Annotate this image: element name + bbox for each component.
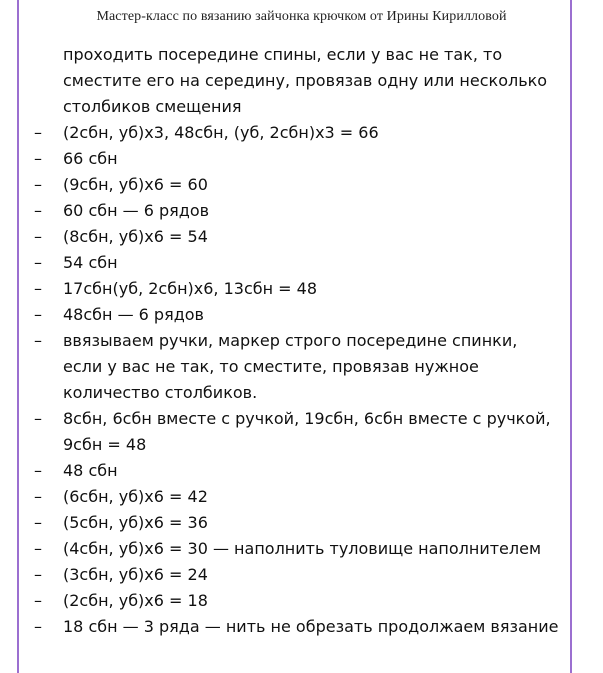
list-dash: – [34, 591, 42, 610]
list-dash: – [34, 617, 42, 636]
instruction-text: 9сбн = 48 [63, 435, 147, 454]
instruction-line [34, 406, 574, 432]
instruction-text: 18 сбн — 3 ряда — нить не обрезать продолжаем вязание [63, 617, 559, 636]
instruction-text: (2сбн, уб)х3, 48сбн, (уб, 2сбн)х3 = 66 [63, 123, 379, 142]
instruction-text: если у вас не так, то сместите, провязав нужное [63, 357, 479, 376]
instruction-text: проходить посередине спины, если у вас не так, то [63, 45, 503, 64]
instruction-line [34, 354, 574, 380]
instruction-line [34, 172, 574, 198]
instructions-list [34, 42, 574, 640]
instruction-text: (3сбн, уб)х6 = 24 [63, 565, 208, 584]
instruction-text: столбиков смещения [63, 97, 242, 116]
instruction-text: (9сбн, уб)х6 = 60 [63, 175, 208, 194]
instruction-line [34, 328, 574, 354]
instruction-line [34, 276, 574, 302]
instruction-text: сместите его на середину, провязав одну или несколько [63, 71, 548, 90]
instruction-text: (6сбн, уб)х6 = 42 [63, 487, 208, 506]
list-dash: – [34, 565, 42, 584]
instruction-text: 17сбн(уб, 2сбн)х6, 13сбн = 48 [63, 279, 318, 298]
instruction-line [34, 302, 574, 328]
instruction-line [34, 68, 574, 94]
instruction-line [34, 94, 574, 120]
instruction-text: 54 сбн [63, 253, 118, 272]
instruction-text: 8сбн, 6сбн вместе с ручкой, 19сбн, 6сбн вместе с ручкой, [63, 409, 551, 428]
list-dash: – [34, 201, 42, 220]
list-dash: – [34, 175, 42, 194]
instruction-text: количество столбиков. [63, 383, 258, 402]
instruction-line [34, 432, 574, 458]
list-dash: – [34, 123, 42, 142]
instruction-text: 66 сбн [63, 149, 118, 168]
instruction-line [34, 120, 574, 146]
instruction-text: (4сбн, уб)х6 = 30 — наполнить туловище наполнителем [63, 539, 542, 558]
instruction-line [34, 380, 574, 406]
instruction-text: (2сбн, уб)х6 = 18 [63, 591, 208, 610]
list-dash: – [34, 227, 42, 246]
instruction-line [34, 198, 574, 224]
instruction-line [34, 484, 574, 510]
instruction-text: (5сбн, уб)х6 = 36 [63, 513, 208, 532]
instruction-text: 48сбн — 6 рядов [63, 305, 204, 324]
list-dash: – [34, 253, 42, 272]
instruction-line [34, 562, 574, 588]
list-dash: – [34, 409, 42, 428]
instruction-line [34, 146, 574, 172]
list-dash: – [34, 149, 42, 168]
instruction-text: (8сбн, уб)х6 = 54 [63, 227, 208, 246]
instruction-line [34, 614, 574, 640]
list-dash: – [34, 279, 42, 298]
list-dash: – [34, 539, 42, 558]
instruction-line [34, 588, 574, 614]
instruction-line [34, 536, 574, 562]
instruction-text: 60 сбн — 6 рядов [63, 201, 210, 220]
instruction-text: 48 сбн [63, 461, 118, 480]
list-dash: – [34, 513, 42, 532]
instruction-line [34, 42, 574, 68]
instruction-text: ввязываем ручки, маркер строго посередине спинки, [63, 331, 518, 350]
page-header-title: Мастер-класс по вязанию зайчонка крючком от Ирины Кирилловой [96, 9, 507, 24]
instruction-line [34, 458, 574, 484]
instruction-line [34, 250, 574, 276]
list-dash: – [34, 461, 42, 480]
list-dash: – [34, 487, 42, 506]
instruction-line [34, 510, 574, 536]
instruction-line [34, 224, 574, 250]
list-dash: – [34, 331, 42, 350]
list-dash: – [34, 305, 42, 324]
